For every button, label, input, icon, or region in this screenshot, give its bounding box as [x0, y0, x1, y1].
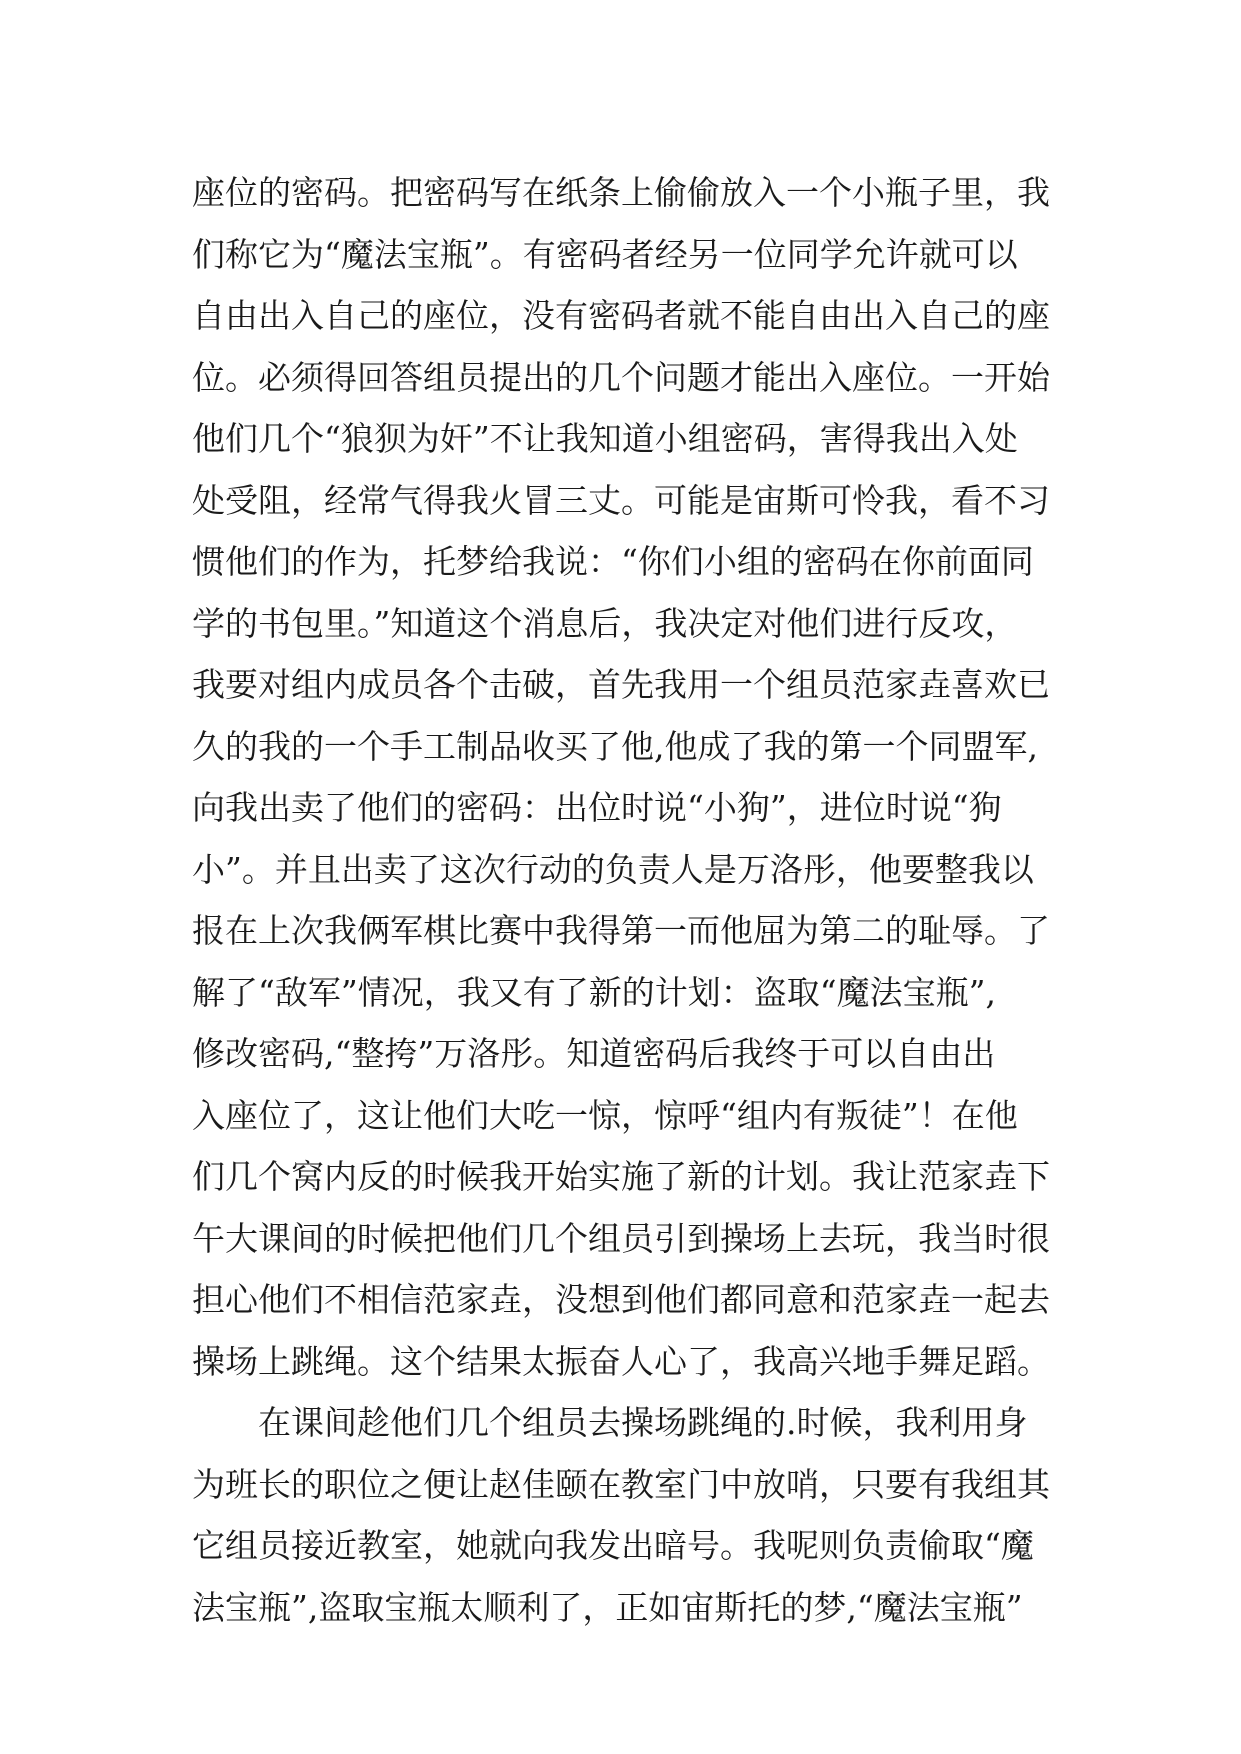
text-line: 我要对组内成员各个击破，首先我用一个组员范家垚喜欢已: [192, 665, 1050, 704]
text-line: 法宝瓶”,盗取宝瓶太顺利了，正如宙斯托的梦,“魔法宝瓶”: [192, 1587, 1023, 1627]
text-line: 学的书包里。”知道这个消息后，我决定对他们进行反攻，: [192, 603, 1018, 643]
text-line: 惯他们的作为，托梦给我说：“你们小组的密码在你前面同: [192, 542, 1034, 581]
text-line: 午大课间的时候把他们几个组员引到操场上去玩，我当时很: [192, 1218, 1050, 1258]
text-line: 它组员接近教室，她就向我发出暗号。我呢则负责偷取“魔: [192, 1526, 1034, 1565]
text-line: 座位的密码。把密码写在纸条上偷偷放入一个小瓶子里，我: [192, 173, 1050, 212]
text-line: 他们几个“狼狈为奸”不让我知道小组密码，害得我出入处: [192, 419, 1018, 458]
text-line: 为班长的职位之便让赵佳颐在教室门中放哨，只要有我组其: [192, 1464, 1050, 1504]
text-line: 们称它为“魔法宝瓶”。有密码者经另一位同学允许就可以: [192, 234, 1018, 274]
text-line: 入座位了，这让他们大吃一惊，惊呼“组内有叛徒”！在他: [192, 1095, 1018, 1135]
text-line: 位。必须得回答组员提出的几个问题才能出入座位。一开始: [192, 357, 1050, 397]
text-line: 处受阻，经常气得我火冒三丈。可能是宙斯可怜我，看不习: [192, 480, 1050, 520]
text-line: 报在上次我俩军棋比赛中我得第一而他屈为第二的耻辱。了: [192, 911, 1050, 950]
text-line: 在课间趁他们几个组员去操场跳绳的.时候，我利用身: [192, 1403, 1028, 1442]
text-line: 们几个窝内反的时候我开始实施了新的计划。我让范家垚下: [192, 1157, 1050, 1196]
text-line: 担心他们不相信范家垚，没想到他们都同意和范家垚一起去: [192, 1280, 1050, 1319]
text-line: 解了“敌军”情况，我又有了新的计划：盗取“魔法宝瓶”,: [192, 972, 996, 1012]
text-line: 操场上跳绳。这个结果太振奋人心了，我高兴地手舞足蹈。: [192, 1341, 1050, 1381]
text-line: 修改密码,“整挎”万洛彤。知道密码后我终于可以自由出: [192, 1034, 996, 1073]
text-line: 向我出卖了他们的密码：出位时说“小狗”，进位时说“狗: [192, 788, 1002, 827]
text-line: 久的我的一个手工制品收买了他,他成了我的第一个同盟军,: [192, 726, 1038, 766]
text-line: 小”。并且出卖了这次行动的负责人是万洛彤，他要整我以: [192, 849, 1034, 889]
text-line: 自由出入自己的座位，没有密码者就不能自由出入自己的座: [192, 296, 1050, 335]
body-text: [192, 162, 1052, 1638]
